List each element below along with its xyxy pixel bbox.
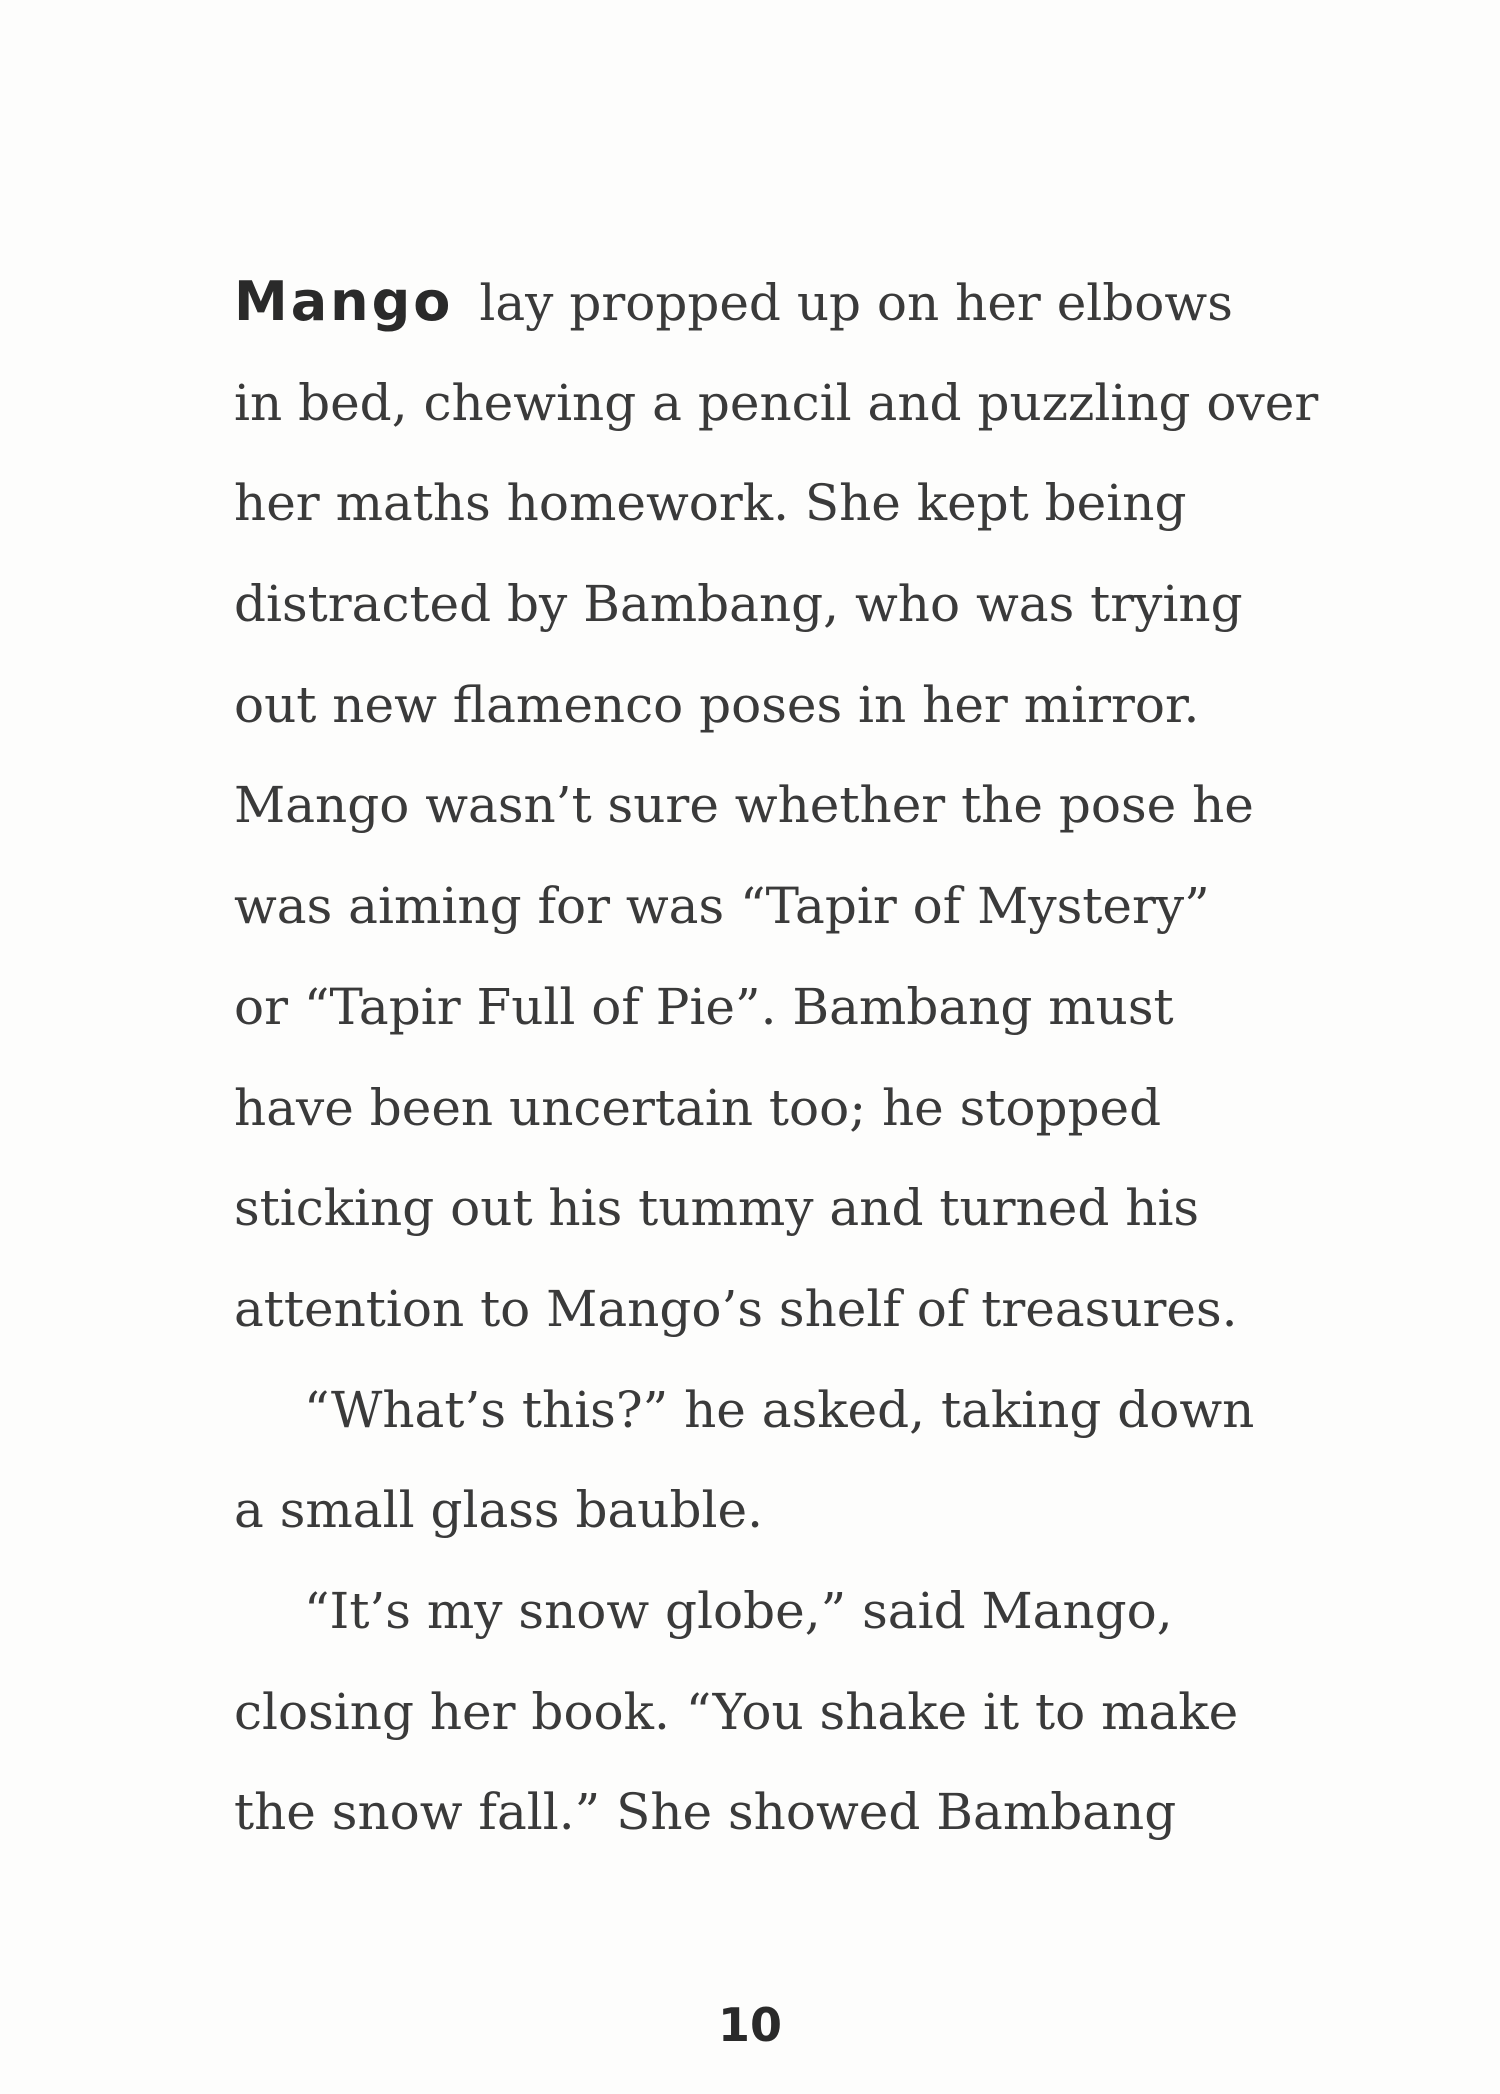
text-line-10: sticking out his tummy and turned his [234, 1179, 1200, 1238]
text-line-12: “What’s this?” he asked, taking down [304, 1380, 1255, 1439]
text-line-15: closing her book. “You shake it to make [234, 1682, 1239, 1741]
text-line-7: was aiming for was “Tapir of Mystery” [234, 877, 1210, 936]
text-line-11: attention to Mango’s shelf of treasures. [234, 1279, 1238, 1338]
text-line-8: or “Tapir Full of Pie”. Bambang must [234, 977, 1174, 1036]
text-line-3: her maths homework. She kept being [234, 474, 1187, 533]
text-line-6: Mango wasn’t sure whether the pose he [234, 776, 1254, 835]
text-line-5: out new flamenco poses in her mirror. [234, 675, 1200, 734]
text-line-9: have been uncertain too; he stopped [234, 1078, 1162, 1137]
text-line-16: the snow fall.” She showed Bambang [234, 1783, 1177, 1842]
text-line-1 [234, 252, 1344, 353]
text-line-13: a small glass bauble. [234, 1481, 763, 1540]
text-line-2: in bed, chewing a pencil and puzzling over [234, 373, 1319, 432]
text-line-4: distracted by Bambang, who was trying [234, 575, 1243, 634]
page-number: 10 [717, 1998, 782, 2052]
first-line-text: lay propped up on her elbows [479, 274, 1233, 332]
story-passage [234, 252, 1344, 1863]
lead-name-word: Mango [234, 270, 454, 333]
text-line-14: “It’s my snow globe,” said Mango, [304, 1581, 1173, 1640]
